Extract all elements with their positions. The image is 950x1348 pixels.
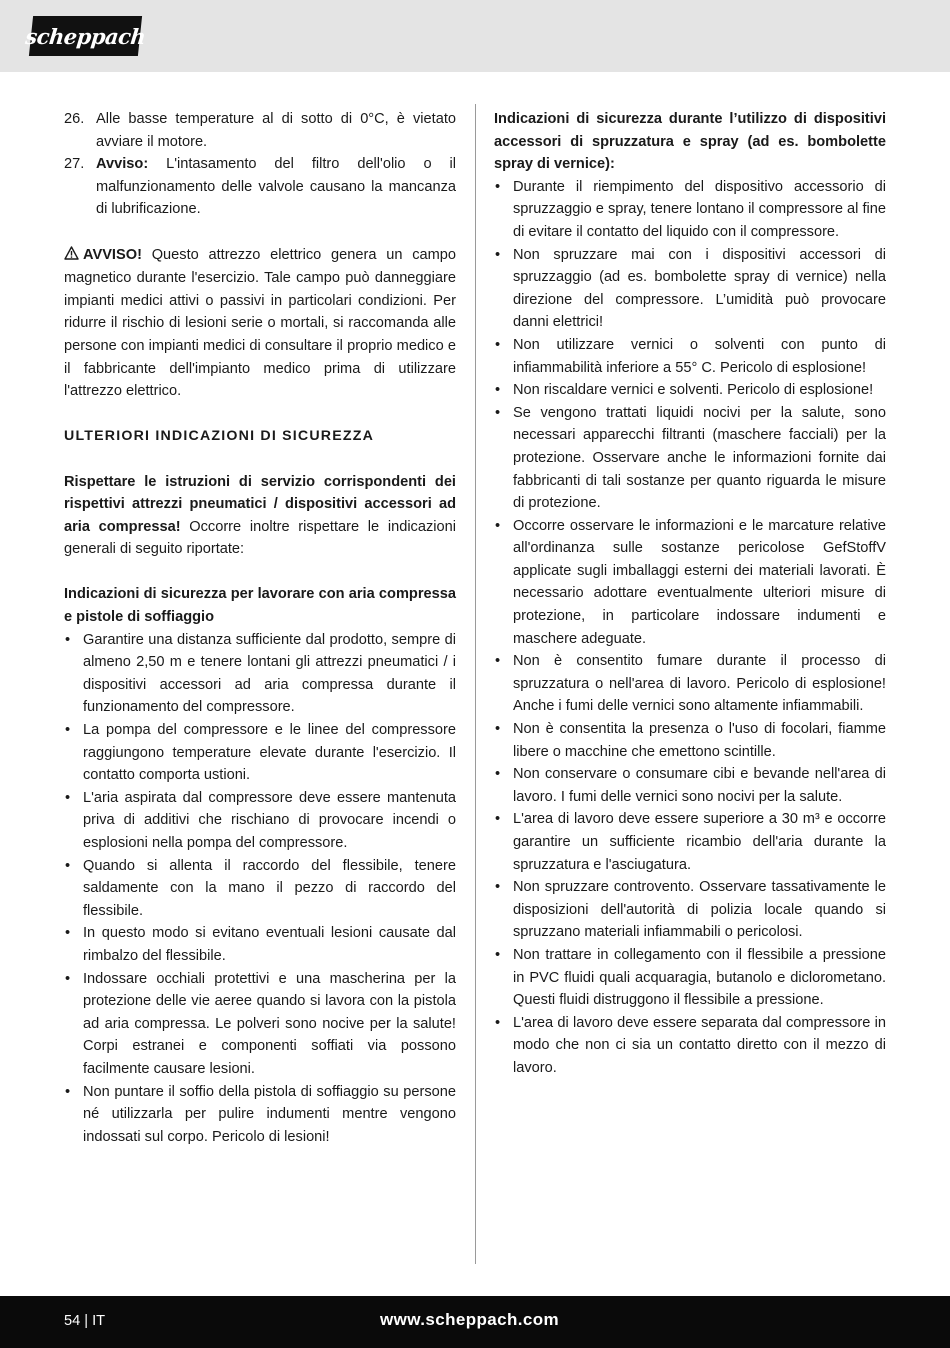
intro-bold: Rispettare le istruzioni di servizio corrispondenti dei rispettivi attrezzi pneumatici / dispositivi accessori ad aria compressa! (64, 473, 456, 535)
list-item: • Non trattare in collegamento con il flessibile a pressione in PVC fluidi quali acquaragia, butanolo e diclorometano. Questi fluidi distruggono il flessibile a pressione. (495, 946, 886, 1009)
list-item: • L'aria aspirata dal compressore deve essere mantenuta priva di additivi che rischiano di provocare incendi o esplosioni nella pompa del compressore. (65, 789, 456, 851)
left-column (64, 108, 456, 1148)
footer-bar (0, 1296, 950, 1348)
item-text: Alle basse temperature al di sotto di 0°C, è vietato avviare il motore. (96, 111, 456, 150)
list-item (64, 108, 456, 153)
website-link[interactable]: www.scheppach.com (380, 1310, 560, 1329)
list-item: • Non spruzzare mai con i dispositivi accessori di spruzzaggio (ad es. bombolette spray di vernice) nella direzione del compressore. L’umidità può provocare danni elettrici! (495, 246, 886, 331)
warning-triangle-icon (64, 245, 79, 268)
list-item: • Garantire una distanza sufficiente dal prodotto, sempre di almeno 2,50 m e tenere lontani gli attrezzi pneumatici / i dispositivi accessori ad aria compressa durante il funzionamento del compressore. (65, 631, 456, 716)
section-title: ULTERIORI INDICAZIONI DI SICUREZZA (64, 428, 375, 445)
item-number: 26. (64, 111, 85, 127)
list-item: • L'area di lavoro deve essere superiore a 30 m³ e occorre garantire un sufficiente ricambio dell'aria durante la spruzzatura e l'asciugatura. (495, 811, 886, 873)
list-item: • In questo modo si evitano eventuali lesioni causate dal rimbalzo del flessibile. (65, 925, 456, 964)
warning-text: Questo attrezzo elettrico genera un campo magnetico durante l'esercizio. Tale campo può danneggiare impianti medici attivi o passivi in particolari condizioni. Per ridurre il rischio di lesioni serie o mortali, si raccomanda alle persone con impianti medici di consultare il proprio medico e il fabbricante dell'impianto medico prima di utilizzare l'attrezzo elettrico. (64, 246, 456, 400)
list-item: • Non puntare il soffio della pistola di soffiaggio su persone né utilizzarla per pulire indumenti mentre vengono indossati sul corpo. Pericolo di lesioni! (65, 1083, 456, 1145)
warning-label: AVVISO! (83, 246, 142, 263)
list-item: • Indossare occhiali protettivi e una mascherina per la protezione delle vie aeree quando si lavora con la pistola ad aria compressa. Le polveri sono nocive per la salute! Corpi estranei e componenti soffiati via possono facilmente causare lesioni. (65, 970, 456, 1077)
column-divider (475, 104, 476, 1264)
list-item (64, 153, 456, 221)
subheading-spray: Indicazioni di sicurezza durante l’utilizzo di dispositivi accessori di spruzzatura e spray (ad es. bombolette spray di vernice): (494, 111, 886, 173)
right-column (494, 108, 886, 1080)
list-item: • Durante il riempimento del dispositivo accessorio di spruzzaggio e spray, tenere lontano il compressore al fine di evitare il contatto del liquido con il compressore. (495, 178, 886, 240)
brand-logo: scheppach (29, 16, 142, 56)
item-text: L'intasamento del filtro dell'olio o il malfunzionamento delle valvole causano la mancanza di lubrificazione. (96, 156, 456, 218)
intro-text: Occorre inoltre rispettare le indicazioni generali di seguito riportate: (64, 518, 456, 558)
numbered-list (64, 108, 456, 221)
bullet-list-left (64, 629, 456, 1149)
list-item: • L'area di lavoro deve essere separata dal compressore in modo che non ci sia un contatto diretto con il mezzo di lavoro. (495, 1014, 886, 1076)
item-lead: Avviso: (96, 156, 149, 173)
list-item: • Occorre osservare le informazioni e le marcature relative all'ordinanza sulle sostanze pericolose GefStoffV applicate sugli imballaggi esterni dei materiali lavorati. È necessario adottare eventualmente ulteriori misure di protezione, in particolare indossare indumenti e maschere adeguate. (495, 517, 886, 647)
list-item: • Non spruzzare controvento. Osservare tassativamente le disposizioni dell'autorità di polizia locale quando si spruzzano materiali infiammabili o pericolosi. (495, 879, 886, 941)
list-item: • La pompa del compressore e le linee del compressore raggiungono temperature elevate durante l'esercizio. Il contatto comporta ustioni. (65, 722, 456, 784)
list-item: • Quando si allenta il raccordo del flessibile, tenere saldamente con la mano il pezzo di raccordo del flessibile. (65, 857, 456, 919)
bullet-list-right (494, 176, 886, 1080)
list-item: • Non conservare o consumare cibi e bevande nell'area di lavoro. I fumi delle vernici sono nocivi per la salute. (495, 766, 886, 805)
header-bar (0, 0, 950, 72)
intro-paragraph (64, 471, 456, 561)
subheading-air: Indicazioni di sicurezza per lavorare con aria compressa e pistole di soffiaggio (64, 586, 456, 626)
list-item: • Non riscaldare vernici e solventi. Pericolo di esplosione! (495, 382, 874, 399)
list-item: • Non utilizzare vernici o solventi con punto di infiammabilità inferiore a 55° C. Pericolo di esplosione! (495, 336, 886, 376)
page-number: 54 | IT (64, 1313, 106, 1329)
list-item: • Se vengono trattati liquidi nocivi per la salute, sono necessari apparecchi filtranti (maschere facciali) per la protezione. Osservare anche le informazioni fornite dai fabbricanti di tali sostanze per quanto riguarda le misure di protezione. (495, 404, 886, 512)
item-number: 27. (64, 156, 85, 173)
list-item: • Non è consentito fumare durante il processo di spruzzatura o nell'area di lavoro. Pericolo di esplosione! Anche i fumi delle vernici sono altamente infiammabili. (495, 653, 886, 715)
warning-paragraph (64, 244, 456, 403)
list-item: • Non è consentita la presenza o l'uso di focolari, fiamme libere o macchine che emettono scintille. (495, 721, 886, 760)
